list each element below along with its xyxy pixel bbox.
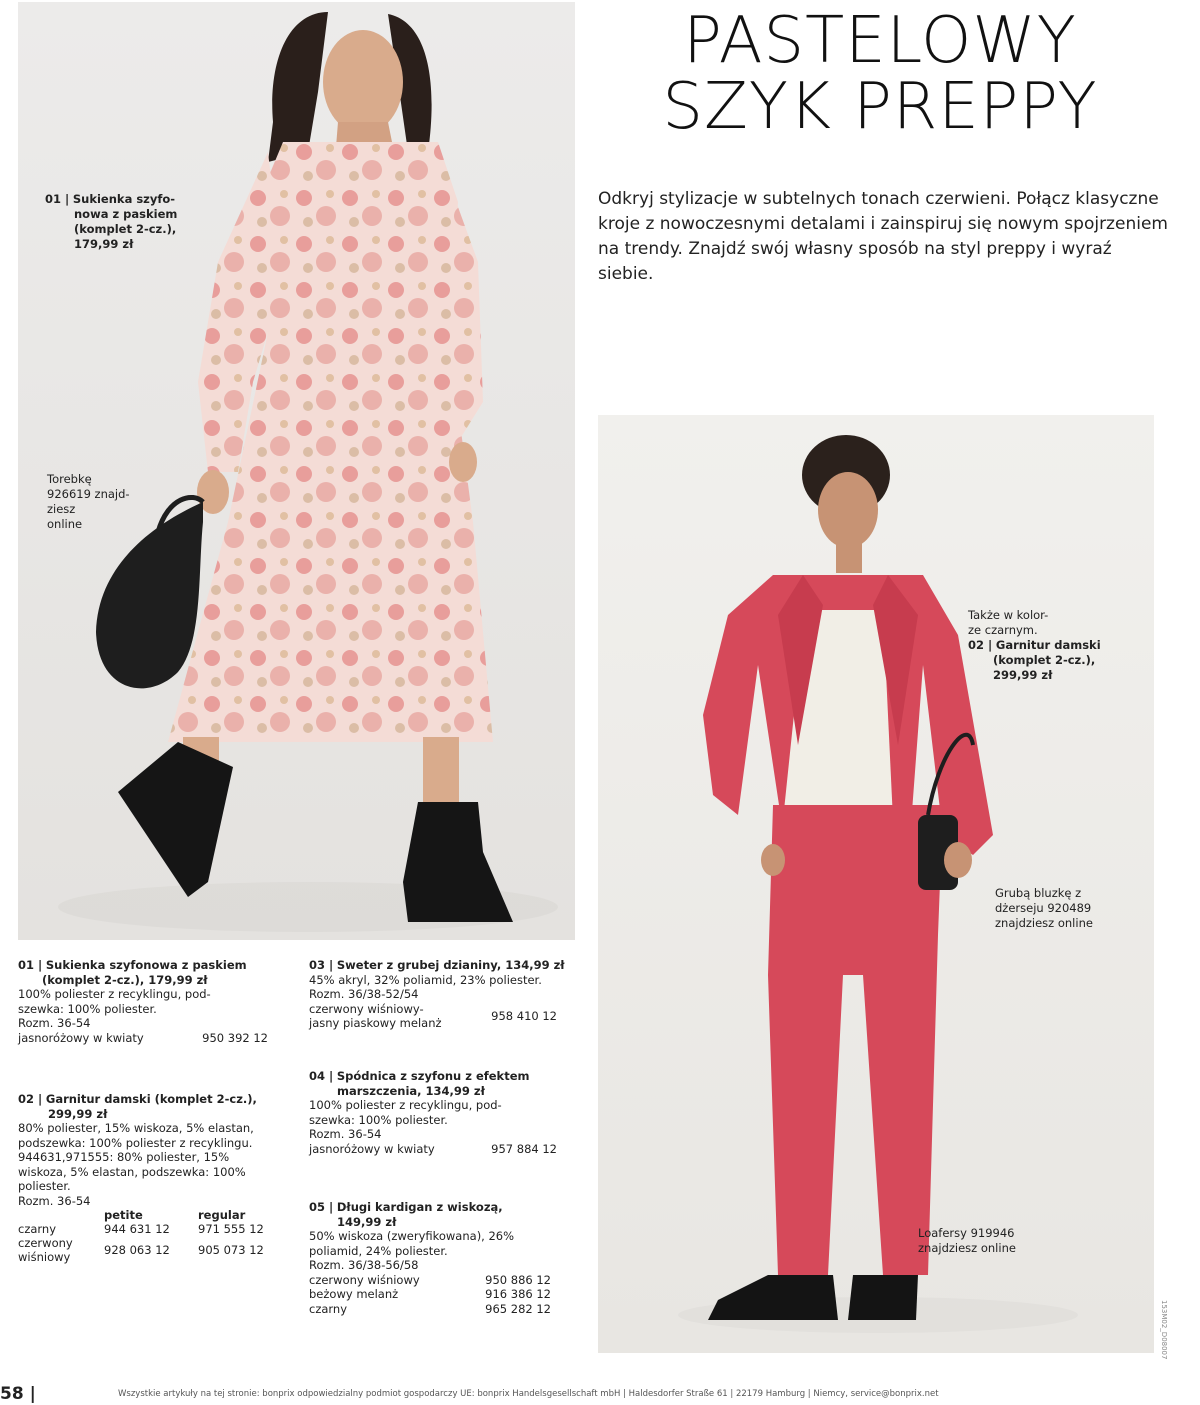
product-code: 958 410 12: [491, 1008, 557, 1023]
caption-line: Garnitur damski: [995, 638, 1101, 652]
size-code-table: [18, 1208, 270, 1264]
product-color: beżowy melanż: [309, 1287, 399, 1301]
loafer-note-line: Loafersy 919946: [918, 1226, 1015, 1240]
bag-note: [47, 472, 167, 532]
product-title: Garnitur damski (komplet 2-cz.),: [45, 1092, 257, 1106]
product-title: Spódnica z szyfonu z efektem: [336, 1069, 530, 1083]
product-desc: poliester.: [18, 1179, 71, 1193]
product-number: 02 |: [18, 1092, 43, 1106]
product-number: 04 |: [309, 1069, 334, 1083]
product-desc: szewka: 100% poliester.: [309, 1112, 448, 1127]
caption-line: (komplet 2-cz.),: [74, 222, 177, 236]
product-color: jasnoróżowy w kwiaty: [18, 1030, 144, 1045]
table-cell-color: czerwony: [18, 1236, 73, 1250]
product-02: [18, 1092, 293, 1264]
product-code: 965 282 12: [485, 1301, 551, 1316]
caption-price: 299,99 zł: [993, 668, 1053, 682]
product-color: czerwony wiśniowy-: [309, 1001, 424, 1016]
floral-dress-illustration: [18, 2, 575, 940]
product-color: czerwony wiśniowy: [309, 1272, 420, 1287]
product-title-price: (komplet 2-cz.), 179,99 zł: [42, 972, 208, 987]
product-sizes: Rozm. 36-54: [18, 1016, 91, 1030]
product-color: jasny piaskowy melanż: [309, 1016, 442, 1030]
blouse-note-line: dżerseju 920489: [995, 901, 1092, 915]
product-desc: 100% poliester z recyklingu, pod-: [18, 987, 211, 1001]
blouse-note: [995, 886, 1145, 931]
product-title-price: 299,99 zł: [48, 1106, 108, 1121]
blouse-note-line: znajdziesz online: [995, 916, 1093, 930]
intro-paragraph: Odkryj stylizacje w subtelnych tonach czerwieni. Połącz klasyczne kroje z nowoczesnymi detalami i zainspiruj się nowym spojrzeniem na trendy. Znajdź swój własny sposób na styl preppy i wyraź siebie.: [598, 189, 1168, 284]
caption-line: Sukienka szyfo-: [72, 192, 176, 206]
product-number: 05 |: [309, 1200, 334, 1214]
product-desc: 100% poliester z recyklingu, pod-: [309, 1098, 502, 1112]
product-title: Sweter z grubej dzianiny, 134,99 zł: [336, 958, 565, 972]
product-01: [18, 958, 293, 1045]
product-number: 03 |: [309, 958, 334, 972]
product-title-price: 149,99 zł: [337, 1214, 397, 1229]
also-color-line: Także w kolor-: [968, 608, 1049, 622]
product-color: jasnoróżowy w kwiaty: [309, 1141, 435, 1156]
product-title: Sukienka szyfonowa z paskiem: [45, 958, 247, 972]
suit-caption: [968, 608, 1108, 683]
product-desc: 80% poliester, 15% wiskoza, 5% elastan,: [18, 1121, 254, 1135]
table-cell-code: 944 631 12: [104, 1222, 170, 1236]
bag-note-line: ziesz: [47, 502, 76, 516]
table-cell-color: czarny: [18, 1222, 57, 1236]
headline-line-1: PASTELOWY: [683, 4, 1077, 78]
loafer-note-line: znajdziesz online: [918, 1241, 1016, 1255]
blouse-note-line: Grubą bluzkę z: [995, 886, 1082, 900]
product-number: 01 |: [18, 958, 43, 972]
product-code: 957 884 12: [491, 1141, 557, 1156]
product-title: Długi kardigan z wiskozą,: [336, 1200, 503, 1214]
product-desc: 50% wiskoza (zweryfikowana), 26%: [309, 1229, 515, 1243]
table-cell-code: 971 555 12: [198, 1222, 264, 1236]
bag-note-line: online: [47, 517, 83, 531]
product-05: [309, 1200, 579, 1316]
photo-floral-dress: [18, 2, 575, 940]
product-color: czarny: [309, 1301, 348, 1316]
product-desc: szewka: 100% poliester.: [18, 1001, 157, 1016]
page-headline: [600, 4, 1160, 144]
headline-line-2: SZYK PREPPY: [662, 70, 1098, 144]
caption-price: 179,99 zł: [74, 237, 134, 251]
bag-note-line: 926619 znajd-: [47, 487, 130, 501]
caption-number: 01 |: [45, 192, 70, 206]
loafer-note: [918, 1226, 1068, 1256]
product-desc: 944631,971555: 80% poliester, 15%: [18, 1150, 230, 1164]
footer-legal-text: Wszystkie artykuły na tej stronie: bonprix odpowiedzialny podmiot gospodarczy UE: bonprix Handelsgesellschaft mbH | Haldesdorfer Straße 61 | 22179 Hamburg | Niemcy, service@bonprix.net: [118, 1389, 939, 1399]
caption-number: 02 |: [968, 638, 993, 652]
product-sizes: Rozm. 36/38-52/54: [309, 987, 419, 1001]
product-sizes: Rozm. 36/38-56/58: [309, 1258, 419, 1272]
product-code: 950 392 12: [202, 1030, 268, 1045]
table-cell-code: 905 073 12: [198, 1243, 264, 1257]
caption-line: (komplet 2-cz.),: [993, 653, 1096, 667]
red-suit-illustration: [598, 415, 1154, 1353]
product-code: 916 386 12: [485, 1287, 551, 1301]
also-color-line: ze czarnym.: [968, 623, 1038, 637]
photo-red-suit: [598, 415, 1154, 1353]
product-desc: wiskoza, 5% elastan, podszewka: 100%: [18, 1164, 246, 1179]
product-sizes: Rozm. 36-54: [309, 1127, 382, 1141]
product-04: [309, 1069, 579, 1156]
product-desc: poliamid, 24% poliester.: [309, 1243, 448, 1258]
table-cell-code: 928 063 12: [104, 1243, 170, 1257]
product-code: 950 886 12: [485, 1272, 551, 1287]
side-code: 153M02_D08007: [1160, 1300, 1168, 1360]
product-03: [309, 958, 579, 1031]
product-title-price: marszczenia, 134,99 zł: [337, 1083, 485, 1098]
product-desc: 45% akryl, 32% poliamid, 23% poliester.: [309, 972, 542, 987]
table-cell-color: wiśniowy: [18, 1250, 71, 1264]
column-header-regular: regular: [198, 1208, 246, 1222]
bag-note-line: Torebkę: [47, 472, 92, 486]
product-sizes: Rozm. 36-54: [18, 1193, 91, 1208]
dress-caption: [45, 192, 195, 252]
product-desc: podszewka: 100% poliester z recyklingu.: [18, 1135, 253, 1150]
page-number: 58 |: [0, 1384, 36, 1404]
column-header-petite: petite: [104, 1208, 143, 1222]
caption-line: nowa z paskiem: [74, 207, 178, 221]
